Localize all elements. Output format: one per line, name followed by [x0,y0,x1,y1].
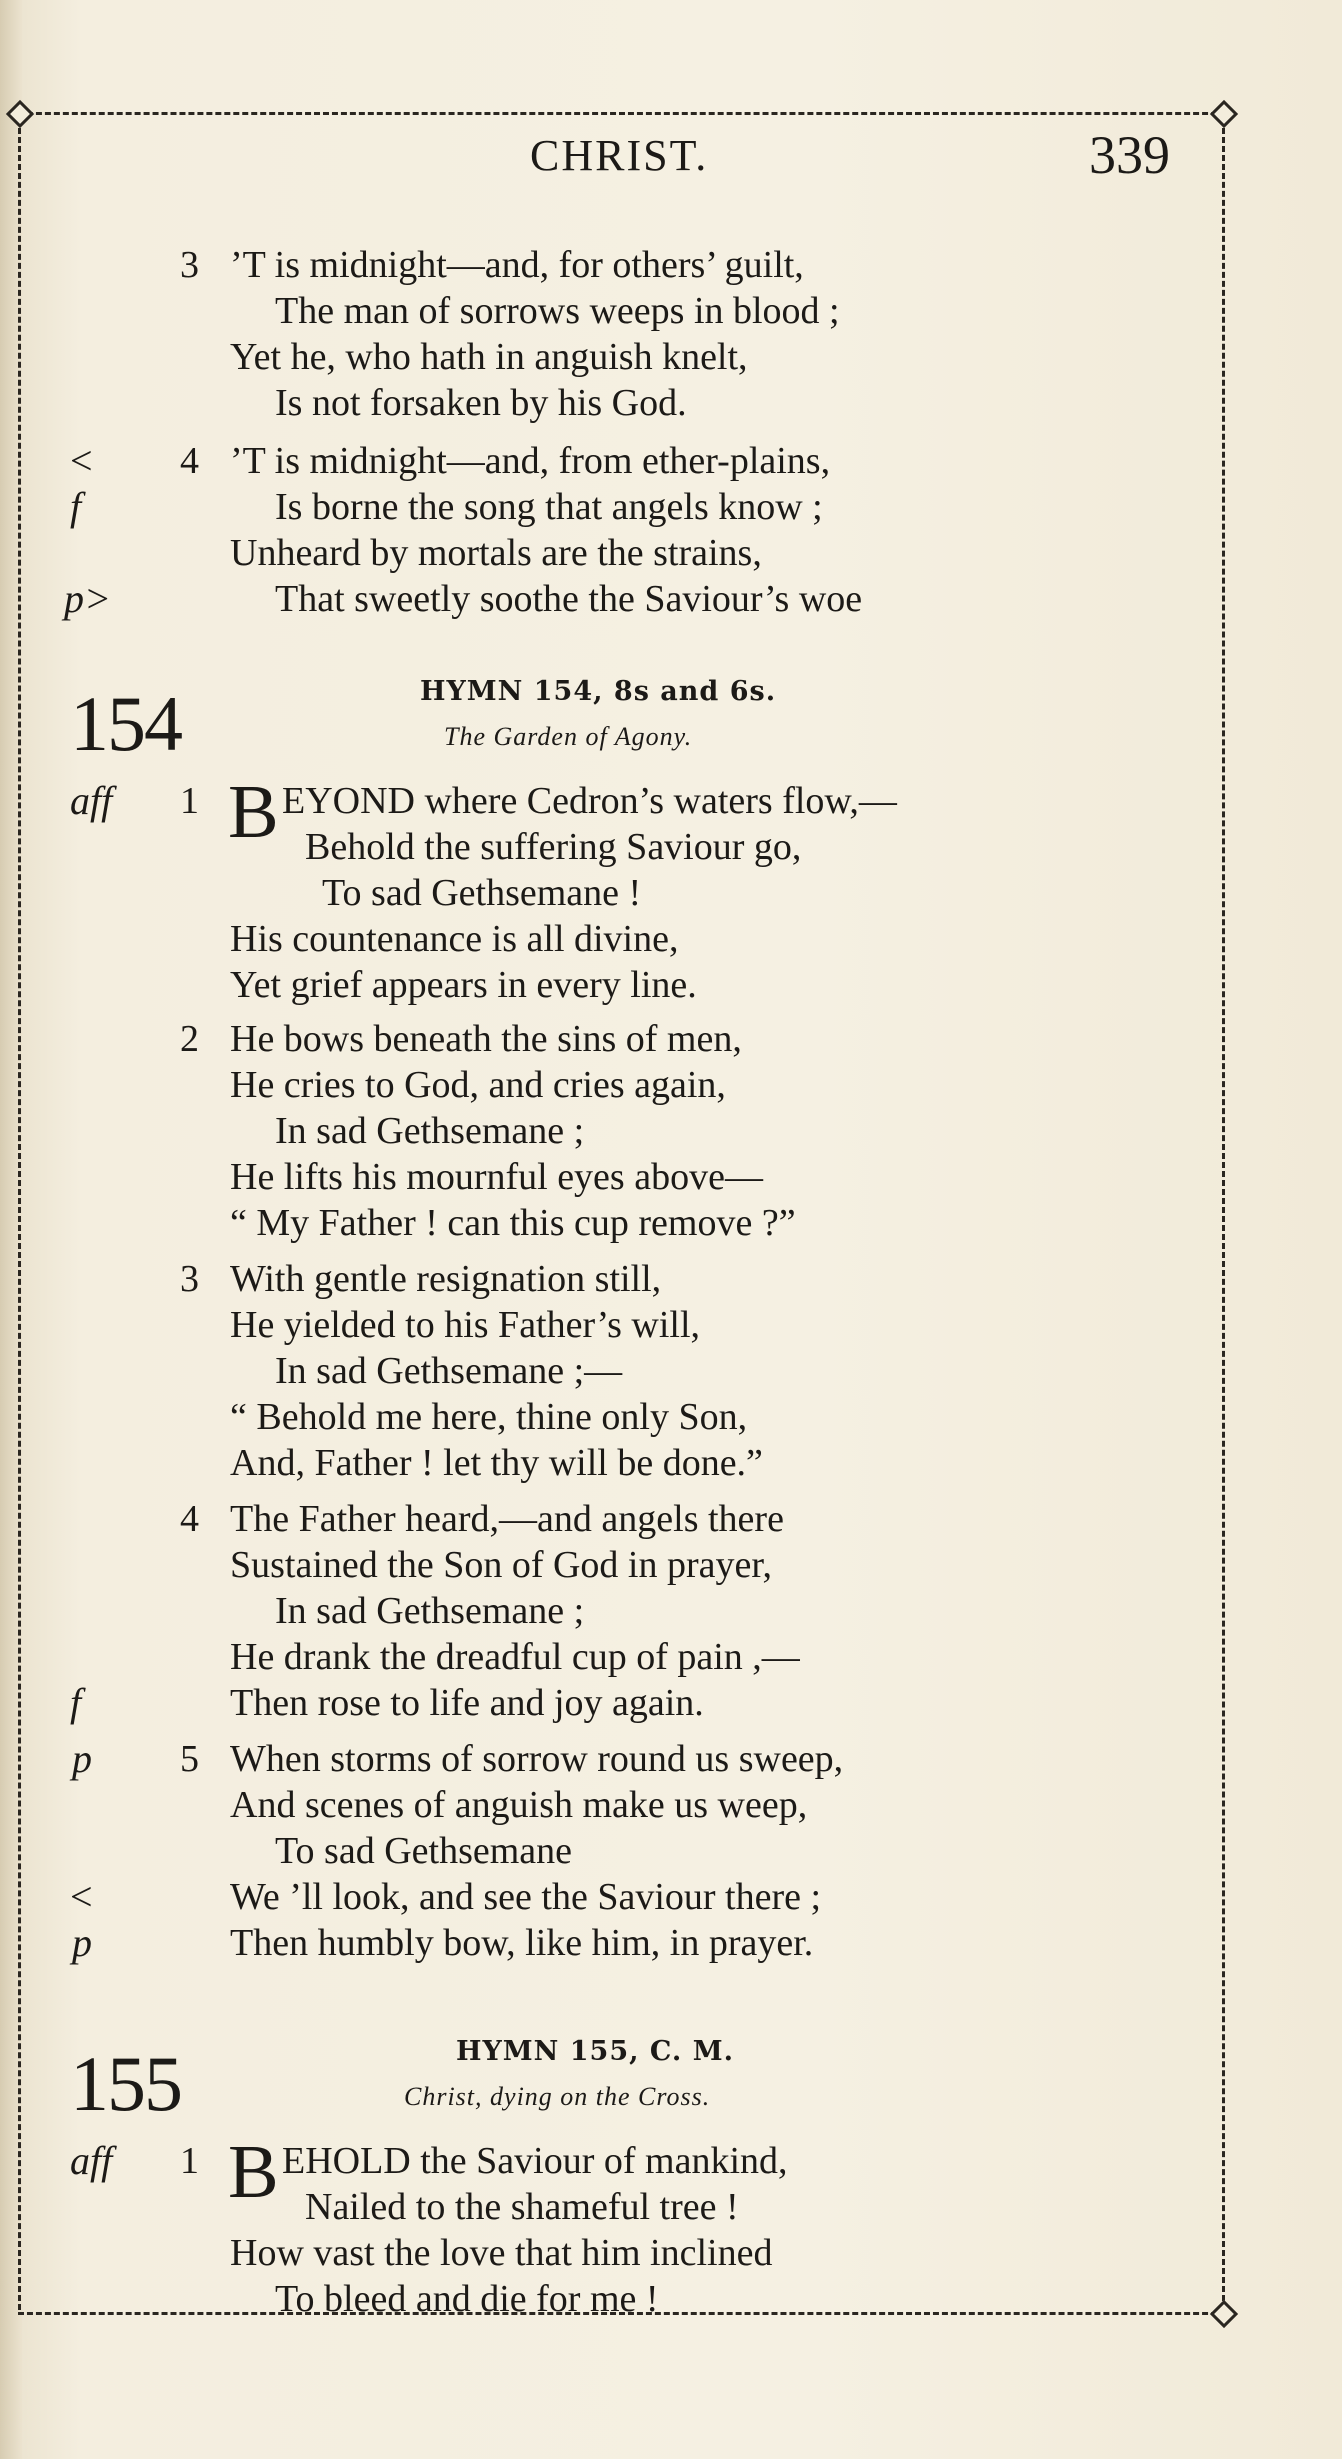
verse-line: Yet grief appears in every line. [230,964,697,1006]
running-title: CHRIST. [530,131,709,180]
verse-line: And, Father ! let thy will be done.” [230,1442,763,1484]
verse-line: He yielded to his Father’s will, [230,1304,701,1346]
verse-line: We ’ll look, and see the Saviour there ; [230,1876,822,1918]
verse-line: Then rose to life and joy again. [230,1682,704,1724]
hymn-title: HYMN 154, 8s and 6s. [420,676,777,707]
verse-line: And scenes of anguish make us weep, [230,1784,808,1826]
dynamic-mark: aff [70,778,113,823]
dynamic-mark: f [70,1680,82,1725]
verse-number: 4 [180,440,199,482]
dynamic-mark: p [72,1736,92,1781]
verse-number: 5 [180,1738,199,1780]
page-header [0,125,1200,200]
dynamic-mark: p> [64,576,111,621]
verse-line: Is not forsaken by his God. [275,382,687,424]
right-border-rule [1222,110,1225,2310]
verse-number: 1 [180,2140,199,2182]
verse-line: That sweetly soothe the Saviour’s woe [275,578,863,620]
verse-line: EYOND where Cedron’s waters flow,— [282,780,897,822]
left-border-rule [18,110,21,2310]
verse-line: When storms of sorrow round us sweep, [230,1738,844,1780]
verse-line: “ My Father ! can this cup remove ?” [230,1202,796,1244]
drop-cap: B [228,2130,279,2214]
verse-line: Nailed to the shameful tree ! [305,2186,739,2228]
verse-number: 4 [180,1498,199,1540]
hymn-number: 155 [70,2040,181,2127]
dynamic-mark: < [70,438,93,483]
verse-number: 3 [180,244,199,286]
verse-number: 1 [180,780,199,822]
verse-line: He cries to God, and cries again, [230,1064,726,1106]
dynamic-mark: < [70,1874,93,1919]
verse-line: Behold the suffering Saviour go, [305,826,802,868]
page-number: 339 [1089,125,1170,185]
verse-line: Yet he, who hath in anguish knelt, [230,336,748,378]
verse-line: EHOLD the Saviour of mankind, [282,2140,788,2182]
drop-cap: B [228,770,279,854]
verse-line: ’T is midnight—and, for others’ guilt, [230,244,804,286]
verse-line: In sad Gethsemane ;— [275,1350,623,1392]
verse-line: With gentle resignation still, [230,1258,662,1300]
verse-line: His countenance is all divine, [230,918,679,960]
dynamic-mark: f [70,484,82,529]
verse-line: Then humbly bow, like him, in prayer. [230,1922,814,1964]
corner-ornament-bottom-right [1210,2300,1238,2328]
hymn-subtitle: The Garden of Agony. [444,722,693,751]
verse-line: How vast the love that him inclined [230,2232,773,2274]
verse-line: “ Behold me here, thine only Son, [230,1396,748,1438]
verse-number: 2 [180,1018,199,1060]
verse-number: 3 [180,1258,199,1300]
verse-line: ’T is midnight—and, from ether-plains, [230,440,831,482]
verse-line: To sad Gethsemane ! [322,872,642,914]
verse-line: In sad Gethsemane ; [275,1590,585,1632]
hymn-subtitle: Christ, dying on the Cross. [404,2082,711,2111]
verse-line: Sustained the Son of God in prayer, [230,1544,773,1586]
verse-line: He lifts his mournful eyes above— [230,1156,763,1198]
verse-line: To sad Gethsemane [275,1830,573,1872]
hymn-title: HYMN 155, C. M. [456,2036,735,2067]
verse-line: Is borne the song that angels know ; [275,486,823,528]
dynamic-mark: p [72,1920,92,1965]
verse-line: In sad Gethsemane ; [275,1110,585,1152]
corner-ornament-top-right [1210,100,1238,128]
dynamic-mark: aff [70,2138,113,2183]
verse-line: To bleed and die for me ! [275,2278,659,2320]
verse-line: The Father heard,—and angels there [230,1498,784,1540]
top-border-rule [18,112,1226,115]
verse-line: Unheard by mortals are the strains, [230,532,762,574]
hymn-number: 154 [70,680,181,767]
verse-line: The man of sorrows weeps in blood ; [275,290,840,332]
verse-line: He drank the dreadful cup of pain ,— [230,1636,800,1678]
verse-line: He bows beneath the sins of men, [230,1018,742,1060]
